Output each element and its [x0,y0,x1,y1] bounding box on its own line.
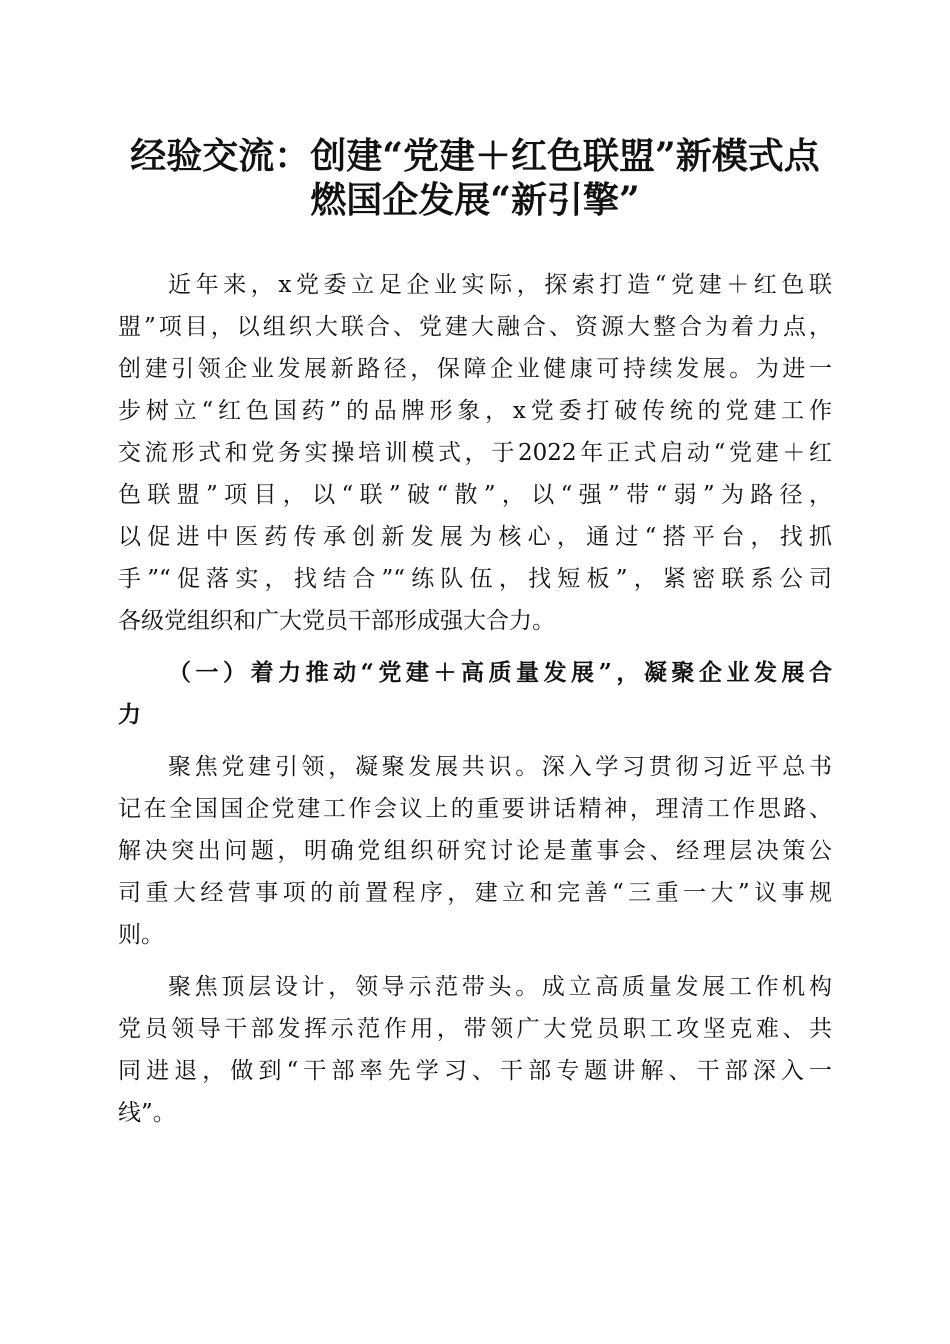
text-line: 步树立“红色国药”的品牌形象，x党委打破传统的党建工作 [118,398,832,424]
text-line: 则。 [118,922,164,948]
text-line: 聚焦顶层设计，领导示范带头。成立高质量发展工作机构 [168,974,832,1000]
text-line: 解决突出问题，明确党组织研究讨论是董事会、经理层决策公 [118,838,832,864]
heading-line: （一）着力推动“党建＋高质量发展”，凝聚企业发展合 [168,659,832,686]
heading-line: 力 [118,701,141,728]
section-heading [118,652,832,736]
text-line: 色联盟”项目，以“联”破“散”，以“强”带“弱”为路径， [118,482,832,508]
document-title [110,134,840,222]
text-line: 党员领导干部发挥示范作用，带领广大党员职工攻坚克难、共 [118,1016,832,1042]
text-line: 线”。 [118,1100,176,1126]
text-line: 创建引领企业发展新路径，保障企业健康可持续发展。为进一 [118,356,832,382]
text-line: 司重大经营事项的前置程序，建立和完善“三重一大”议事规 [118,880,832,906]
paragraph-party-leadership [118,746,832,956]
text-line: 盟”项目，以组织大联合、党建大融合、资源大整合为着力点， [118,314,832,340]
text-line: 以促进中医药传承创新发展为核心，通过“搭平台，找抓 [118,524,832,550]
text-line: 同进退，做到“干部率先学习、干部专题讲解、干部深入一 [118,1058,832,1084]
text-line: 手”“促落实，找结合”“练队伍，找短板”，紧密联系公司 [118,566,832,592]
paragraph-top-design [118,966,832,1134]
text-line: 各级党组织和广大党员干部形成强大合力。 [118,608,555,634]
text-line: 近年来，x党委立足企业实际，探索打造“党建＋红色联 [168,272,832,298]
text-line: 交流形式和党务实操培训模式，于2022年正式启动“党建＋红 [118,440,832,466]
text-line: 聚焦党建引领，凝聚发展共识。深入学习贯彻习近平总书 [168,754,832,780]
document-body [118,264,832,1134]
title-line-1: 经验交流：创建“党建＋红色联盟”新模式点 [130,135,820,177]
title-line-2: 燃国企发展“新引擎” [310,179,640,221]
text-line: 记在全国国企党建工作会议上的重要讲话精神，理清工作思路、 [118,796,832,822]
paragraph-intro [118,264,832,642]
